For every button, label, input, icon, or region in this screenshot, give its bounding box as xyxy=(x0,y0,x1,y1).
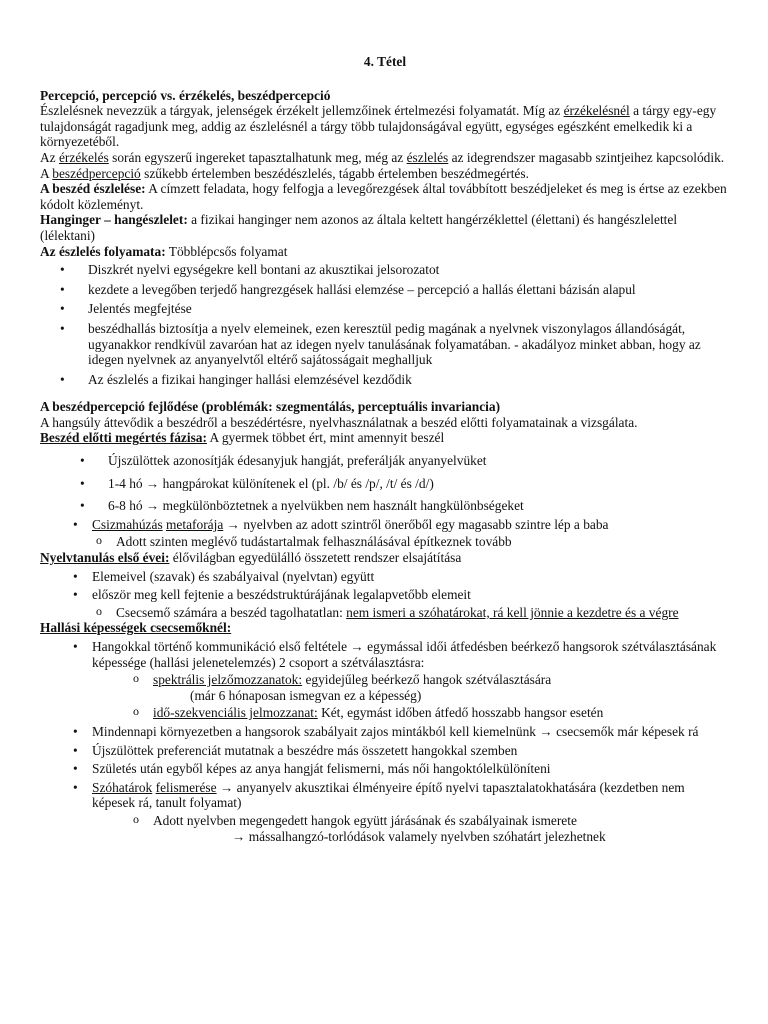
list-item: • kezdete a levegőben terjedő hangrezgések hallási elemzése – percepció a hallás élettani bázisán alapul xyxy=(40,282,730,298)
text: egyidejűleg beérkező hangok szétválasztására xyxy=(302,672,552,688)
sub-list-item xyxy=(40,672,730,688)
bold-label: Hallási képességek csecsemőknél: xyxy=(40,620,232,636)
list-item: • először meg kell fejtenie a beszédstruktúrájának legalapvetőbb elemeit xyxy=(40,587,730,603)
list-item: • Hangokkal történő kommunikáció első feltétele → egymással idői átfedésben beérkező hangsorok szétválasztásának képessége (hallási jelenetelemzés) 2 csoport a szétválasztásra: xyxy=(40,639,730,670)
heading-text: Percepció, percepció vs. érzékelés, beszédpercepció xyxy=(40,87,331,103)
paragraph-beszedpercepcio xyxy=(40,166,730,182)
page-title: 4. Tétel xyxy=(363,54,407,69)
paragraph-eszleles-folyamata xyxy=(40,244,730,260)
bullet-list-hallasi xyxy=(40,639,730,844)
underlined-term: felismerése xyxy=(155,779,217,795)
bold-label: Hanginger – hangészlelet: xyxy=(40,212,188,228)
underlined-term: érzékelésnél xyxy=(563,103,630,119)
section-heading-development xyxy=(40,399,730,415)
text: az idegrendszer magasabb szintjeihez kapcsolódik. xyxy=(448,149,725,165)
underlined-term: észlelés xyxy=(406,149,449,165)
list-item xyxy=(40,517,730,533)
list-item: • Mindennapi környezetben a hangsorok szabályait zajos mintákból kell kiemelnünk → csecsemők már képesek rá xyxy=(40,724,730,740)
underlined-term: Szóhatárok xyxy=(92,779,153,795)
paragraph-erzekeles-vs-eszleles xyxy=(40,150,730,166)
text: Észlelésnek nevezzük a tárgyak, jelenségek érzékelt jellemzőinek értelmezési folyamatát. Míg az xyxy=(40,103,564,119)
bold-label: Nyelvtanulás első évei: xyxy=(40,550,170,566)
bold-label: Az észlelés folyamata: xyxy=(40,243,166,259)
list-item: • Diszkrét nyelvi egységekre kell bontani az akusztikai jelsorozatot xyxy=(40,262,730,278)
paragraph-beszed-eszlelese xyxy=(40,181,730,212)
list-item: • 6-8 hó → megkülönböztetnek a nyelvükben nem használt hangkülönbségeket xyxy=(40,498,730,514)
underlined-term: idő-szekvenciális jelmozzanat: xyxy=(153,705,318,721)
section-heading-perception xyxy=(40,88,730,104)
text: Az xyxy=(40,149,59,165)
list-item xyxy=(40,780,730,811)
paragraph-hanginger xyxy=(40,212,730,243)
bullet-list-newborn xyxy=(40,453,730,514)
text: a tárgy egy-egy tulajdonságát ragadjunk meg, addig az észlelésnél a tárgy több tulajdonságával együtt, egységes egészként emelkedik ki a környezetéből. xyxy=(40,103,717,150)
bullet-list-eszleles xyxy=(40,262,730,387)
bullet-list-nyelvtanulas xyxy=(40,569,730,621)
text: A xyxy=(40,165,53,181)
paragraph-hangsuly: A hangsúly áttevődik a beszédről a beszédértésre, nyelvhasználatnak a beszéd előtti folyamatainak a vizsgálata. xyxy=(40,414,638,430)
list-item: • 1-4 hó → hangpárokat különítenek el (pl. /b/ és /p/, /t/ és /d/) xyxy=(40,476,730,492)
text: A gyermek többet ért, mint amennyit beszél xyxy=(206,430,445,446)
heading-text: A beszédpercepció fejlődése (problémák: szegmentálás, perceptuális invariancia) xyxy=(40,399,501,415)
continuation-line: → mássalhangzó-torlódások valamely nyelvben szóhatárt jelezhetnek xyxy=(232,828,606,844)
text: Csecsemő számára a beszéd tagolhatatlan: xyxy=(116,604,347,620)
list-item: • Újszülöttek preferenciát mutatnak a beszédre más összetett hangokkal szemben xyxy=(40,743,730,759)
paragraph-eszleles-definition xyxy=(40,103,730,150)
paragraph-beszed-elotti xyxy=(40,430,730,446)
text: Többlépcsős folyamat xyxy=(165,243,288,259)
text: Két, egymást időben átfedő hosszabb hangsor esetén xyxy=(317,705,604,721)
bold-label: Beszéd előtti megértés fázisa: xyxy=(40,430,207,446)
continuation-line: (már 6 hónaposan ismegvan ez a képesség) xyxy=(190,687,422,703)
underlined-term: metaforája xyxy=(166,516,224,532)
sub-list-item xyxy=(40,605,730,621)
text: a fizikai hanginger nem azonos az általa keltett hangérzéklettel (élettani) és hangészlelettel (lélektani) xyxy=(40,212,678,243)
underlined-term: spektrális jelzőmozzanatok: xyxy=(153,672,303,688)
text: A címzett feladata, hogy felfogja a levegőrezgések által továbbított beszédjeleket és meg is értse az ezekben kódolt közleményt. xyxy=(40,181,727,212)
document-page xyxy=(40,54,730,844)
bold-label: A beszéd észlelése: xyxy=(40,181,146,197)
underlined-term: beszédpercepció xyxy=(52,165,141,181)
text: élővilágban egyedülálló összetett rendszer elsajátítása xyxy=(169,550,462,566)
text: szűkebb értelemben beszédészlelés, tágabb értelemben beszédmegértés. xyxy=(140,165,529,181)
sub-list-item: o Adott nyelvben megengedett hangok együtt járásának és szabályainak ismerete xyxy=(40,813,730,829)
list-item: • Az észlelés a fizikai hanginger hallási elemzésével kezdődik xyxy=(40,372,730,388)
list-item: • Újszülöttek azonosítják édesanyjuk hangját, preferálják anyanyelvüket xyxy=(40,453,730,469)
sub-list-item: o Adott szinten meglévő tudástartalmak felhasználásával építkeznek tovább xyxy=(40,534,730,550)
sub-list-item xyxy=(40,705,730,721)
text: → nyelvben az adott szintről önerőből egy magasabb szintre lép a baba xyxy=(223,516,609,532)
list-item: • Jelentés megfejtése xyxy=(40,301,730,317)
list-item: • Születés után egyből képes az anya hangját felismerni, más női hangoktólelkülöníteni xyxy=(40,761,730,777)
list-item: • beszédhallás biztosítja a nyelv elemeinek, ezen keresztül pedig magának a nyelvnek viszonylagos állandóságát, ugyanakkor rendkívül zavaróan hat az idegen nyelv tanulásának folyamatában. - akadályoz minket abban, hogy az idegen nyelvnek az anyanyelvtől eltérő sajátosságait meghalljuk xyxy=(40,321,730,368)
underlined-term: Csizmahúzás xyxy=(92,516,163,532)
list-item: • Elemeivel (szavak) és szabályaival (nyelvtan) együtt xyxy=(40,569,730,585)
text: → anyanyelv akusztikai élményeire építő nyelvi tapasztalatokhatására (kezdetben nem képesek rá, tanult folyamat) xyxy=(92,779,685,811)
underlined-term: nem ismeri a szóhatárokat, rá kell jönnie a kezdetre és a végre xyxy=(346,604,679,620)
paragraph-nyelvtanulas xyxy=(40,550,730,566)
paragraph-hallasi-kepessegek xyxy=(40,620,730,636)
underlined-term: érzékelés xyxy=(58,149,109,165)
text: során egyszerű ingereket tapasztalhatunk meg, még az xyxy=(108,149,407,165)
bullet-list-csizma xyxy=(40,517,730,550)
